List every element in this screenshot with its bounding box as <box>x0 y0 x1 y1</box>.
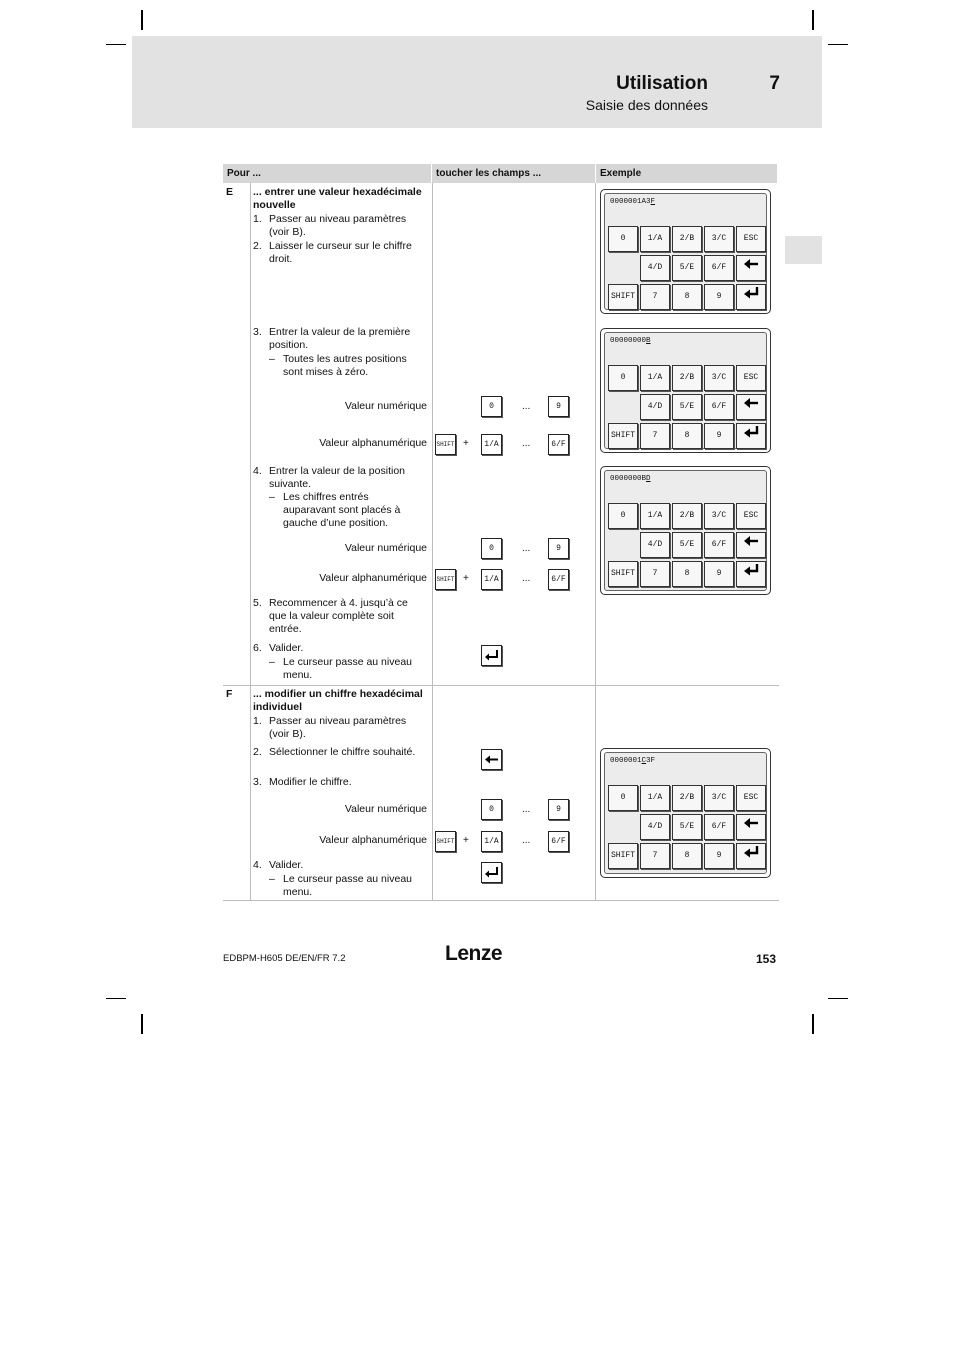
section-f-heading: ... modifier un chiffre hexadécimal individuel <box>253 688 423 713</box>
keypad-key: ESC <box>736 785 766 811</box>
left-arrow-icon <box>736 814 766 840</box>
label-alphanumeric: Valeur alphanumérique <box>319 834 427 846</box>
ellipsis: ... <box>522 804 531 815</box>
key-9: 9 <box>548 396 569 417</box>
keypad-key: 7 <box>640 284 670 310</box>
brand-logo: Lenze <box>445 942 503 965</box>
enter-key-icon <box>481 862 502 883</box>
bullet-dash: – <box>269 873 275 885</box>
cursor-digit: F <box>650 198 656 206</box>
keypad-key: 3/C <box>704 503 734 529</box>
keypad-key: 0 <box>608 503 638 529</box>
cursor-digit: D <box>646 475 651 483</box>
keypad-key: SHIFT <box>608 561 638 587</box>
keypad-example-1 <box>600 189 771 314</box>
step-number: 2. <box>253 240 262 252</box>
keypad-display: 0000000BD <box>610 475 651 483</box>
keypad-key: 2/B <box>672 785 702 811</box>
row-letter-e: E <box>226 186 234 198</box>
enter-icon <box>736 423 766 449</box>
key-shift: SHIFT <box>435 569 456 590</box>
enter-icon <box>736 843 766 869</box>
enter-icon <box>736 284 766 310</box>
keypad-example-4 <box>600 748 771 878</box>
label-numeric: Valeur numérique <box>344 803 427 815</box>
step-text: Valider. <box>269 859 304 871</box>
plus-sign: + <box>463 835 469 846</box>
keypad-key: 1/A <box>640 226 670 252</box>
keypad-key: 4/D <box>640 814 670 840</box>
keypad-key: SHIFT <box>608 423 638 449</box>
left-arrow-icon <box>736 394 766 420</box>
key-1a: 1/A <box>481 434 502 455</box>
ellipsis: ... <box>522 401 531 412</box>
keypad-key: 3/C <box>704 226 734 252</box>
keypad-key: 0 <box>608 785 638 811</box>
keypad-key: 6/F <box>704 532 734 558</box>
label-numeric: Valeur numérique <box>344 542 427 554</box>
step-subtext: Les chiffres entrés auparavant sont placés à gauche d’une position. <box>283 491 401 529</box>
keypad-example-2 <box>600 328 771 453</box>
key-6f: 6/F <box>548 569 569 590</box>
keypad-key: 8 <box>672 284 702 310</box>
step-text: Passer au niveau paramètres (voir B). <box>269 715 407 740</box>
bullet-dash: – <box>269 656 275 668</box>
col-header-exemple: Exemple <box>596 164 777 183</box>
step-text: Valider. <box>269 642 304 654</box>
left-arrow-icon <box>736 255 766 281</box>
key-1a: 1/A <box>481 569 502 590</box>
keypad-key: 2/B <box>672 226 702 252</box>
table-divider <box>432 183 433 901</box>
keypad-key: 0 <box>608 226 638 252</box>
page-title: Utilisation <box>616 73 708 94</box>
keypad-example-3 <box>600 466 771 595</box>
keypad-key: 6/F <box>704 814 734 840</box>
step-text: Sélectionner le chiffre souhaité. <box>269 746 416 758</box>
keypad-key: 9 <box>704 561 734 587</box>
ellipsis: ... <box>522 543 531 554</box>
keypad-key: 9 <box>704 423 734 449</box>
chapter-tab <box>785 236 822 264</box>
keypad-key: 9 <box>704 843 734 869</box>
keypad-key: 5/E <box>672 255 702 281</box>
cursor-digit: C <box>641 757 647 765</box>
keypad-key: ESC <box>736 365 766 391</box>
keypad-key: 8 <box>672 843 702 869</box>
label-alphanumeric: Valeur alphanumérique <box>319 572 427 584</box>
keypad-key: 8 <box>672 423 702 449</box>
keypad-key: ESC <box>736 226 766 252</box>
key-0: 0 <box>481 799 502 820</box>
keypad-key: 6/F <box>704 255 734 281</box>
key-1a: 1/A <box>481 831 502 852</box>
step-text: Passer au niveau paramètres (voir B). <box>269 213 407 238</box>
step-number: 4. <box>253 859 262 871</box>
col-header-toucher: toucher les champs ... <box>432 164 595 183</box>
table-divider <box>595 183 596 901</box>
col-header-pour: Pour ... <box>223 164 431 183</box>
key-6f: 6/F <box>548 831 569 852</box>
keypad-key: 1/A <box>640 365 670 391</box>
row-divider <box>223 685 779 686</box>
page-subtitle: Saisie des données <box>585 97 708 113</box>
keypad-key: 5/E <box>672 394 702 420</box>
cursor-digit: B <box>646 337 651 345</box>
keypad-key: 0 <box>608 365 638 391</box>
step-number: 1. <box>253 213 262 225</box>
left-arrow-icon <box>736 532 766 558</box>
step-text: Recommencer à 4. jusqu’à ce que la valeur complète soit entrée. <box>269 597 408 635</box>
step-number: 2. <box>253 746 262 758</box>
row-letter-f: F <box>226 688 233 700</box>
keypad-display: 0000001A3F <box>610 198 656 206</box>
table-divider <box>250 183 251 901</box>
keypad-key: 4/D <box>640 532 670 558</box>
keypad-key: 2/B <box>672 503 702 529</box>
left-arrow-key-icon <box>481 749 502 770</box>
key-9: 9 <box>548 538 569 559</box>
enter-icon <box>736 561 766 587</box>
step-text: Modifier le chiffre. <box>269 776 352 788</box>
header-band <box>132 36 822 128</box>
key-9: 9 <box>548 799 569 820</box>
label-alphanumeric: Valeur alphanumérique <box>319 437 427 449</box>
step-number: 6. <box>253 642 262 654</box>
enter-key-icon <box>481 645 502 666</box>
keypad-key: 8 <box>672 561 702 587</box>
keypad-key: 7 <box>640 843 670 869</box>
keypad-key: 9 <box>704 284 734 310</box>
bullet-dash: – <box>269 491 275 503</box>
step-number: 4. <box>253 465 262 477</box>
keypad-key: SHIFT <box>608 284 638 310</box>
keypad-display: 00000000B <box>610 337 651 345</box>
chapter-number: 7 <box>769 73 780 94</box>
step-subtext: Le curseur passe au niveau menu. <box>283 873 412 898</box>
ellipsis: ... <box>522 835 531 846</box>
keypad-key: ESC <box>736 503 766 529</box>
key-0: 0 <box>481 396 502 417</box>
plus-sign: + <box>463 438 469 449</box>
keypad-key: 5/E <box>672 532 702 558</box>
keypad-key: 4/D <box>640 394 670 420</box>
keypad-key: 3/C <box>704 365 734 391</box>
step-subtext: Toutes les autres positions sont mises à zéro. <box>283 353 407 378</box>
keypad-display: 0000001C3F <box>610 757 656 765</box>
step-text: Laisser le curseur sur le chiffre droit. <box>269 240 412 265</box>
step-number: 3. <box>253 776 262 788</box>
page-number: 153 <box>755 952 776 966</box>
step-text: Entrer la valeur de la position suivante. <box>269 465 405 490</box>
step-text: Entrer la valeur de la première position. <box>269 326 411 351</box>
bullet-dash: – <box>269 353 275 365</box>
document-id: EDBPM-H605 DE/EN/FR 7.2 <box>223 953 346 964</box>
label-numeric: Valeur numérique <box>344 400 427 412</box>
keypad-key: 7 <box>640 561 670 587</box>
keypad-key: SHIFT <box>608 843 638 869</box>
step-number: 3. <box>253 326 262 338</box>
keypad-key: 4/D <box>640 255 670 281</box>
table-bottom-rule <box>223 900 779 901</box>
ellipsis: ... <box>522 438 531 449</box>
keypad-key: 1/A <box>640 785 670 811</box>
keypad-key: 1/A <box>640 503 670 529</box>
step-subtext: Le curseur passe au niveau menu. <box>283 656 412 681</box>
key-shift: SHIFT <box>435 831 456 852</box>
keypad-key: 3/C <box>704 785 734 811</box>
keypad-key: 2/B <box>672 365 702 391</box>
ellipsis: ... <box>522 573 531 584</box>
key-6f: 6/F <box>548 434 569 455</box>
section-e-heading: ... entrer une valeur hexadécimale nouvelle <box>253 186 422 211</box>
key-shift: SHIFT <box>435 434 456 455</box>
key-0: 0 <box>481 538 502 559</box>
keypad-key: 7 <box>640 423 670 449</box>
step-number: 5. <box>253 597 262 609</box>
step-number: 1. <box>253 715 262 727</box>
plus-sign: + <box>463 573 469 584</box>
keypad-key: 5/E <box>672 814 702 840</box>
keypad-key: 6/F <box>704 394 734 420</box>
